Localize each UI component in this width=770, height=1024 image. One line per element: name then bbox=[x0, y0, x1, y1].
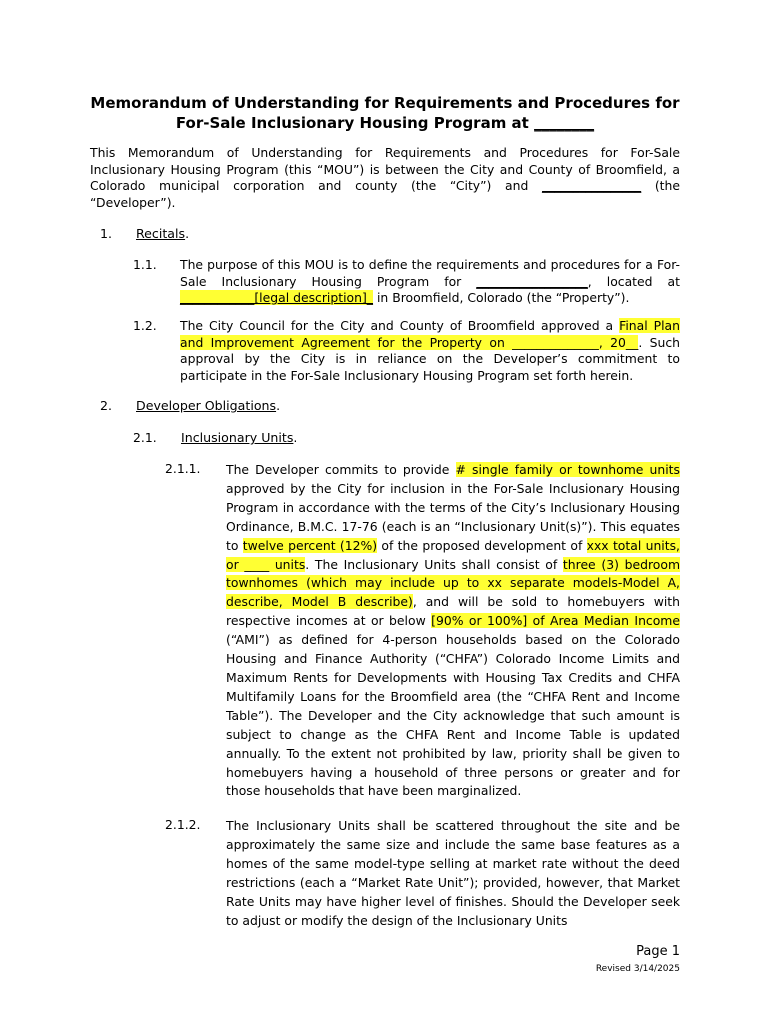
percent-highlight: twelve percent (12%) bbox=[242, 537, 378, 553]
title-line-2-text: For-Sale Inclusionary Housing Program at bbox=[175, 113, 535, 132]
title-line-2 bbox=[90, 114, 680, 134]
p2-1-1-text-5: , and will be sold to homebuyers with respective incomes at or below bbox=[226, 594, 680, 629]
legal-description-blank: ____________[legal description]_ bbox=[180, 290, 374, 306]
section-1-heading bbox=[136, 226, 189, 243]
p1-1-text-3: in Broomfield, Colorado (the “Property”). bbox=[373, 290, 630, 306]
document-title bbox=[90, 94, 680, 133]
paragraph-1-1 bbox=[180, 257, 680, 307]
p1-2-text-2: . Such approval by the City is in reliance on the Developer’s commitment to participate in the For-Sale Inclusionary Housing Program set forth herein. bbox=[180, 334, 680, 383]
title-line-1: Memorandum of Understanding for Requirements and Procedures for bbox=[90, 94, 680, 112]
page-number: Page 1 bbox=[636, 944, 680, 959]
p1-1-text-2: , located at bbox=[587, 273, 680, 289]
intro-text-2: (the “Developer”). bbox=[90, 178, 680, 210]
developer-blank: ________________ bbox=[542, 178, 642, 194]
section-2-number: 2. bbox=[100, 398, 113, 413]
paragraph-1-1-number: 1.1. bbox=[133, 257, 157, 272]
paragraph-1-2 bbox=[180, 318, 680, 384]
subsection-2-1-heading bbox=[181, 430, 297, 447]
section-2-suffix: . bbox=[276, 398, 281, 413]
paragraph-1-2-number: 1.2. bbox=[133, 318, 157, 333]
p1-1-text-1: The purpose of this MOU is to define the requirements and procedures for a For-Sale Inclusionary Housing Program for bbox=[180, 257, 680, 289]
title-blank: ________ bbox=[534, 113, 595, 132]
p1-1-blank: __________________ bbox=[476, 273, 588, 289]
subsection-2-1-number: 2.1. bbox=[133, 430, 157, 445]
paragraph-2-1-1 bbox=[226, 461, 680, 801]
subsection-2-1-suffix: . bbox=[293, 430, 298, 445]
final-plan-highlight: Final Plan and Improvement Agreement for the Property on ______________, 20__ bbox=[180, 318, 680, 350]
intro-paragraph bbox=[90, 145, 680, 211]
paragraph-2-1-2-number: 2.1.2. bbox=[165, 817, 201, 832]
paragraph-2-1-1-number: 2.1.1. bbox=[165, 461, 201, 476]
total-units-highlight: xxx total units, or ____ units bbox=[226, 537, 680, 572]
intro-text-1: This Memorandum of Understanding for Requirements and Procedures for For-Sale Inclusionary Housing Program (this “MOU”) is between the City and County of Broomfield, a Colorado municipal corporation and county (the “City”) and bbox=[90, 145, 680, 194]
units-highlight: # single family or townhome units bbox=[455, 462, 680, 477]
section-2-heading bbox=[136, 398, 280, 415]
p2-1-1-text-1: The Developer commits to provide bbox=[226, 462, 456, 477]
p1-2-text-1: The City Council for the City and County of Broomfield approved a bbox=[180, 318, 620, 333]
section-1-title: Recitals bbox=[136, 226, 186, 241]
p2-1-1-text-4: . The Inclusionary Units shall consist of bbox=[305, 556, 563, 572]
paragraph-2-1-2: The Inclusionary Units shall be scattered throughout the site and be approximately the same size and include the same base features as a homes of the same model-type selling at market rate without the deed restrictions (each a “Market Rate Unit”); provided, however, that Market Rate Units may have higher level of finishes. Should the Developer seek to adjust or modify the design of the Inclusionary Units bbox=[226, 818, 680, 928]
p2-1-1-text-6: (“AMI”) as defined for 4-person households based on the Colorado Housing and Finance Authority (“CHFA”) Colorado Income Limits and Maximum Rents for Developments with Housing Tax Credits and CHFA Multifamily Loans for the Broomfield area (the “CHFA Rent and Income Table”). The Developer and the City acknowledge that such amount is subject to change as the CHFA Rent and Income Table is updated annually. To the extent not prohibited by law, priority shall be given to homebuyers having a household of three persons or greater and for those households that have been marginalized. bbox=[226, 632, 680, 799]
revision-date: Revised 3/14/2025 bbox=[595, 964, 680, 974]
section-1-number: 1. bbox=[100, 226, 113, 241]
p2-1-1-text-2: approved by the City for inclusion in the For-Sale Inclusionary Housing Program in accordance with the terms of the City’s Inclusionary Housing Ordinance, B.M.C. 17-76 (each is an “Inclusionary Unit(s)”). This equates to bbox=[226, 480, 680, 553]
p2-1-1-text-3: of the proposed development of bbox=[377, 537, 587, 553]
section-1-suffix: . bbox=[185, 226, 190, 241]
ami-highlight: [90% or 100%] of Area Median Income bbox=[431, 613, 681, 629]
townhomes-highlight: three (3) bedroom townhomes (which may include up to xx separate models-Model A, describe, Model B describe) bbox=[226, 556, 681, 610]
section-2-title: Developer Obligations bbox=[136, 398, 277, 413]
subsection-2-1-title: Inclusionary Units bbox=[181, 430, 294, 445]
